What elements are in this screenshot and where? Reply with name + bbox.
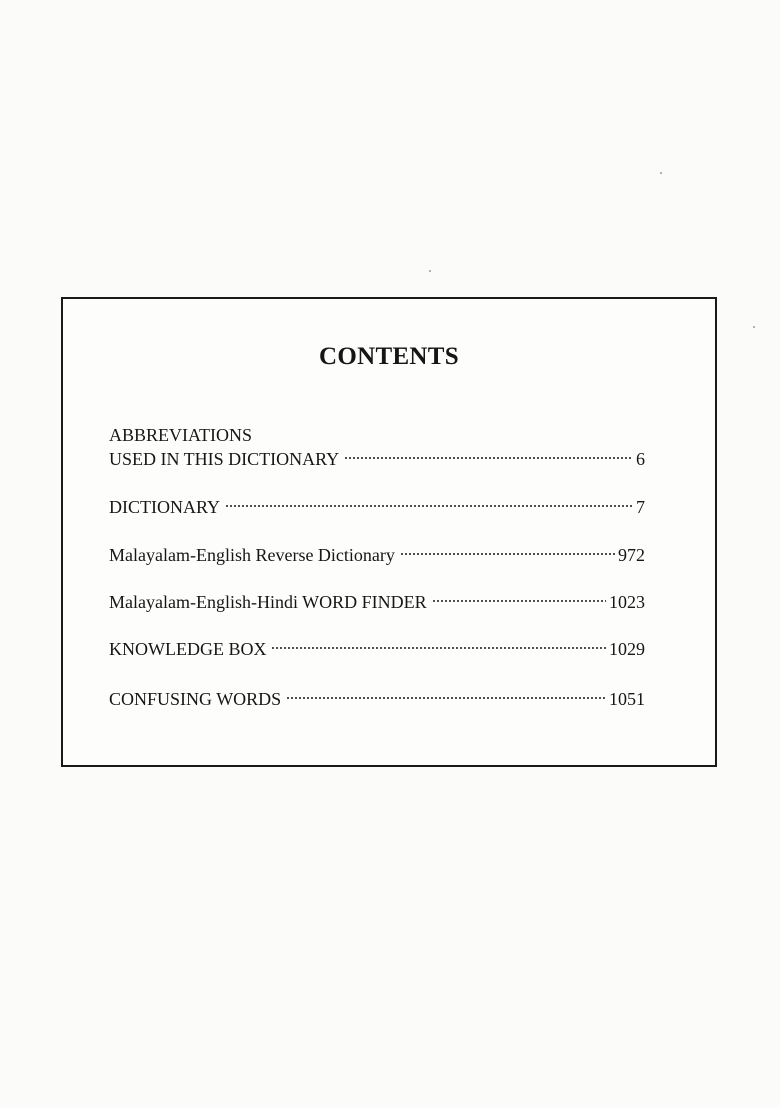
toc-entry-label: Malayalam-English-Hindi WORD FINDER [109,592,427,612]
toc-entry-first-line: ABBREVIATIONS [109,425,253,445]
toc-entry-label: Malayalam-English Reverse Dictionary [109,545,395,565]
toc-entry-abbreviations[interactable] [109,423,645,471]
toc-entry-confusing-words[interactable] [109,687,645,711]
toc-entry-label: CONFUSING WORDS [109,689,282,709]
dot-leader [286,694,606,702]
toc-entry-label: KNOWLEDGE BOX [109,639,267,659]
paper-speck [753,326,755,328]
toc-entry-label: DICTIONARY [109,497,220,517]
toc-entry-word-finder[interactable] [109,590,645,614]
toc-page-number: 7 [636,497,645,517]
dot-leader [432,597,606,605]
toc-entry-reverse-dictionary[interactable] [109,543,645,567]
toc-entry-label: USED IN THIS DICTIONARY [109,449,340,469]
toc-entry-dictionary[interactable] [109,495,645,519]
paper-speck [660,172,662,174]
toc-page-number: 1023 [609,592,645,612]
dot-leader [225,502,633,510]
dot-leader [400,550,615,558]
contents-box [61,297,717,767]
dot-leader [344,454,633,462]
toc-page-number: 972 [618,545,645,565]
toc-page-number: 1051 [609,689,645,709]
toc-entry-knowledge-box[interactable] [109,637,645,661]
dot-leader [271,644,606,652]
contents-title: CONTENTS [319,343,459,370]
toc-page-number: 6 [636,449,645,469]
paper-speck [429,270,431,272]
toc-page-number: 1029 [609,639,645,659]
